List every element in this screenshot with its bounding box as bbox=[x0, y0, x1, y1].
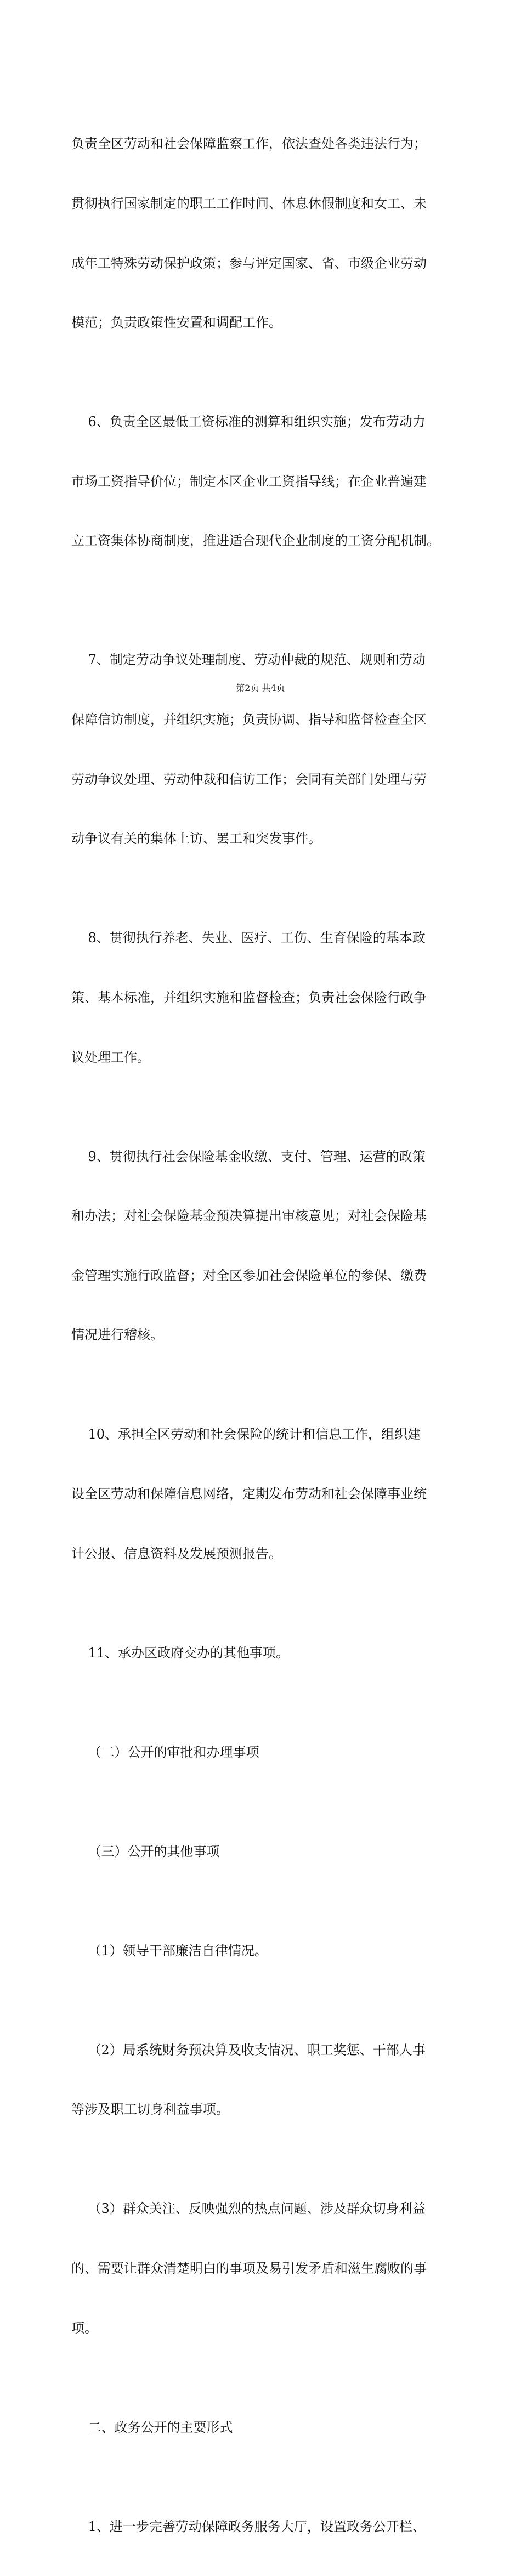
text-line: 设全区劳动和保障信息网络，定期发布劳动和社会保障事业统 bbox=[71, 1486, 427, 1502]
text-line: （3）群众关注、反映强烈的热点问题、涉及群众切身利益 bbox=[71, 2201, 426, 2217]
paragraph-11 bbox=[71, 1603, 466, 1702]
paragraph-6 bbox=[71, 372, 466, 591]
paragraph-10 bbox=[71, 1385, 466, 1603]
text-line: 6、负责全区最低工资标准的测算和组织实施；发布劳动力 bbox=[71, 414, 426, 430]
text-line: 情况进行稽核。 bbox=[71, 1327, 163, 1343]
text-line: 成年工特殊劳动保护政策；参与评定国家、省、市级企业劳动 bbox=[71, 255, 427, 271]
text-line: 项。 bbox=[71, 2320, 98, 2336]
paragraph-8 bbox=[71, 888, 466, 1107]
item-2 bbox=[71, 2000, 466, 2159]
text-line: 市场工资指导价位；制定本区企业工资指导线；在企业普遍建 bbox=[71, 473, 427, 489]
section-heading-2 bbox=[71, 1702, 466, 1802]
paragraph-form-1 bbox=[71, 2477, 466, 2576]
text-line: 7、制定劳动争议处理制度、劳动仲裁的规范、规则和劳动 bbox=[71, 652, 426, 668]
text-line: 8、贯彻执行养老、失业、医疗、工伤、生育保险的基本政 bbox=[71, 930, 426, 946]
paragraph-gap bbox=[71, 591, 466, 610]
text-line: （1）领导干部廉洁自律情况。 bbox=[71, 1943, 268, 1958]
text-line: 计公报、信息资料及发展预测报告。 bbox=[71, 1545, 282, 1561]
text-line: 等涉及职工切身利益事项。 bbox=[71, 2102, 229, 2118]
paragraph-9 bbox=[71, 1107, 466, 1385]
paragraph-5-continued bbox=[71, 94, 466, 372]
page-number-footer: 第2页 共4页 bbox=[236, 683, 285, 693]
item-3 bbox=[71, 2159, 466, 2377]
text-line: 9、贯彻执行社会保险基金收缴、支付、管理、运营的政策 bbox=[71, 1148, 426, 1164]
text-line: 和办法；对社会保险基金预决算提出审核意见；对社会保险基 bbox=[71, 1208, 427, 1224]
text-line: 11、承办区政府交办的其他事项。 bbox=[71, 1645, 290, 1661]
text-line: 动争议有关的集体上访、罢工和突发事件。 bbox=[71, 831, 321, 847]
document-body bbox=[71, 94, 466, 2576]
text-line: 劳动争议处理、劳动仲裁和信访工作；会同有关部门处理与劳 bbox=[71, 771, 427, 787]
paragraph-7 bbox=[71, 610, 466, 888]
text-line: 1、进一步完善劳动保障政务服务大厅，设置政务公开栏、 bbox=[71, 2518, 426, 2534]
text-line: （2）局系统财务预决算及收支情况、职工奖惩、干部人事 bbox=[71, 2042, 426, 2058]
text-line: 的、需要让群众清楚明白的事项及易引发矛盾和滋生腐败的事 bbox=[71, 2260, 427, 2276]
text-line: 策、基本标准，并组织实施和监督检查；负责社会保险行政争 bbox=[71, 989, 427, 1005]
text-line: 保障信访制度，并组织实施；负责协调、指导和监督检查全区 bbox=[71, 712, 427, 728]
text-line: 负责全区劳动和社会保障监察工作，依法查处各类违法行为； bbox=[71, 136, 427, 152]
text-line: 模范；负责政策性安置和调配工作。 bbox=[71, 315, 282, 331]
text-line: 议处理工作。 bbox=[71, 1049, 150, 1065]
text-line: （二）公开的审批和办理事项 bbox=[71, 1744, 259, 1760]
text-line: 二、政务公开的主要形式 bbox=[71, 2419, 233, 2435]
item-1 bbox=[71, 1901, 466, 2000]
section-heading-3 bbox=[71, 1802, 466, 1901]
text-line: 金管理实施行政监督；对全区参加社会保险单位的参保、缴费 bbox=[71, 1267, 427, 1283]
chapter-heading bbox=[71, 2377, 466, 2477]
text-line: 立工资集体协商制度，推进适合现代企业制度的工资分配机制。 bbox=[71, 533, 440, 549]
text-line: 贯彻执行国家制定的职工工作时间、休息休假制度和女工、未 bbox=[71, 196, 427, 212]
text-line: （三）公开的其他事项 bbox=[71, 1843, 220, 1859]
text-line: 10、承担全区劳动和社会保险的统计和信息工作，组织建 bbox=[71, 1426, 421, 1442]
